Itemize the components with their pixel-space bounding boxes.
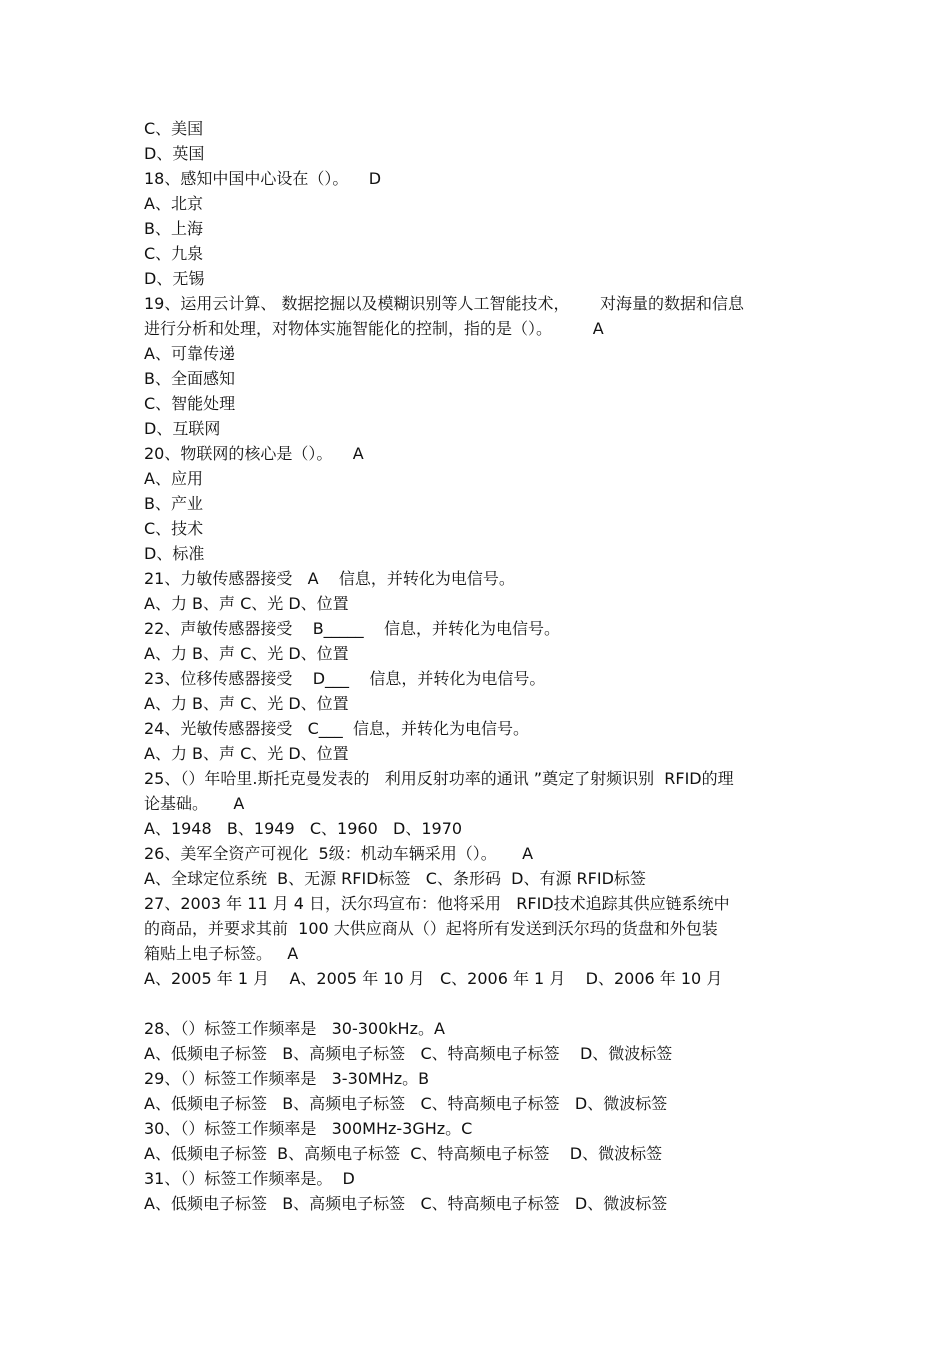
question-21: 21、力敏传感器接受 A 信息，并转化为电信号。: [144, 569, 515, 588]
question-19-cont: 进行分析和处理，对物体实施智能化的控制，指的是（）。 A: [144, 319, 604, 338]
option-line: A、低频电子标签 B、高频电子标签 C、特高频电子标签 D、微波标签: [144, 1094, 668, 1113]
option-line: A、北京: [144, 194, 203, 213]
question-26: 26、美军全资产可视化 5级：机动车辆采用（）。 A: [144, 844, 534, 863]
option-line: A、低频电子标签 B、高频电子标签 C、特高频电子标签 D、微波标签: [144, 1044, 673, 1063]
option-line: D、英国: [144, 144, 205, 163]
option-line: A、1948 B、1949 C、1960 D、1970: [144, 819, 463, 838]
option-line: A、2005 年 1 月 A、2005 年 10 月 C、2006 年 1 月 D、2006 年 10 月: [144, 969, 723, 988]
option-line: C、九泉: [144, 244, 204, 263]
question-25-cont: 论基础。 A: [144, 794, 245, 813]
question-27: 27、2003 年 11 月 4 日，沃尔玛宣布：他将采用 RFID技术追踪其供应链系统中: [144, 894, 730, 913]
question-31: 31、（）标签工作频率是。 D: [144, 1169, 355, 1188]
option-line: C、智能处理: [144, 394, 236, 413]
option-line: B、全面感知: [144, 369, 235, 388]
option-line: A、低频电子标签 B、高频电子标签 C、特高频电子标签 D、微波标签: [144, 1194, 668, 1213]
question-24: 24、光敏传感器接受 C___ 信息，并转化为电信号。: [144, 719, 529, 738]
question-27-cont: 的商品，并要求其前 100 大供应商从（）起将所有发送到沃尔玛的货盘和外包装: [144, 919, 718, 938]
option-line: A、应用: [144, 469, 203, 488]
option-line: A、力 B、声 C、光 D、位置: [144, 594, 349, 613]
option-line: B、产业: [144, 494, 203, 513]
option-line: D、标准: [144, 544, 205, 563]
question-20: 20、物联网的核心是（）。 A: [144, 444, 364, 463]
option-line: A、低频电子标签 B、高频电子标签 C、特高频电子标签 D、微波标签: [144, 1144, 663, 1163]
option-line: A、力 B、声 C、光 D、位置: [144, 744, 349, 763]
question-18: 18、感知中国中心设在（）。 D: [144, 169, 382, 188]
document-body: [144, 116, 824, 1216]
option-line: A、全球定位系统 B、无源 RFID标签 C、条形码 D、有源 RFID标签: [144, 869, 646, 888]
question-25: 25、（）年哈里.斯托克曼发表的 利用反射功率的通讯 ”奠定了射频识别 RFID的理: [144, 769, 734, 788]
option-line: A、力 B、声 C、光 D、位置: [144, 644, 349, 663]
option-line: D、无锡: [144, 269, 205, 288]
question-30: 30、（）标签工作频率是 300MHz-3GHz。C: [144, 1119, 473, 1138]
option-line: D、互联网: [144, 419, 221, 438]
question-27-cont: 箱贴上电子标签。 A: [144, 944, 299, 963]
question-19: 19、运用云计算、 数据挖掘以及模糊识别等人工智能技术， 对海量的数据和信息: [144, 294, 744, 313]
question-23: 23、位移传感器接受 D___ 信息，并转化为电信号。: [144, 669, 546, 688]
option-line: C、技术: [144, 519, 204, 538]
question-28: 28、（）标签工作频率是 30-300kHz。A: [144, 1019, 445, 1038]
question-22: 22、声敏传感器接受 B_____ 信息，并转化为电信号。: [144, 619, 561, 638]
blank-line: [144, 991, 824, 1016]
option-line: A、力 B、声 C、光 D、位置: [144, 694, 349, 713]
option-line: C、美国: [144, 119, 204, 138]
option-line: A、可靠传递: [144, 344, 235, 363]
option-line: B、上海: [144, 219, 203, 238]
question-29: 29、（）标签工作频率是 3-30MHz。B: [144, 1069, 430, 1088]
